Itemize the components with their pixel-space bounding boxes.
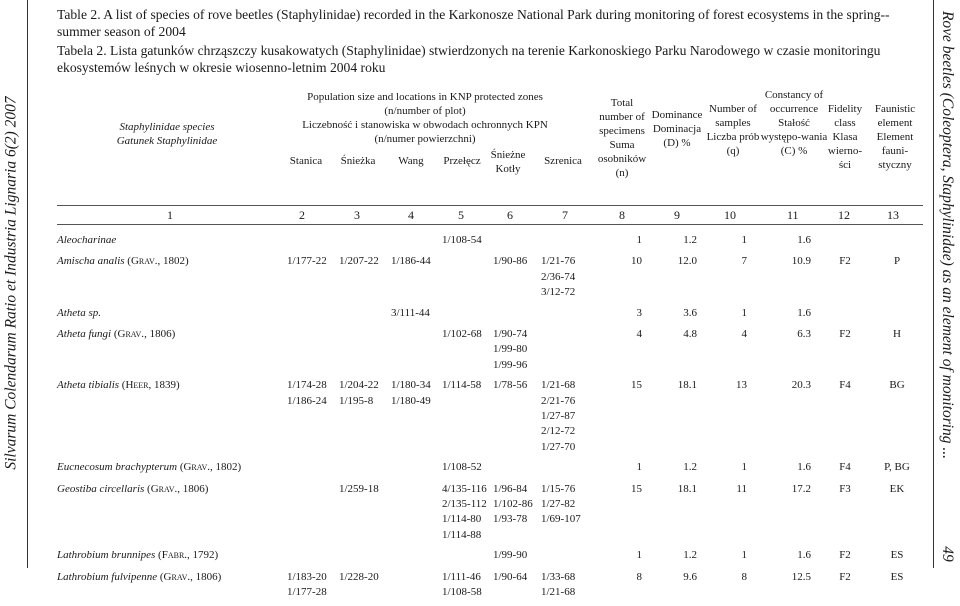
samples-value: 8: [741, 570, 747, 583]
table-row: [57, 327, 923, 378]
fidelity-value: F2: [839, 549, 851, 562]
location-value: 1/114-88: [442, 528, 482, 541]
constancy-value: 1.6: [797, 549, 811, 562]
location-value: 1/90-86: [493, 255, 528, 268]
species-name: Lathrobium brunnipes (Fabr., 1792): [57, 549, 219, 562]
colnum: 13: [887, 208, 899, 222]
location-value: 1/93-78: [493, 513, 528, 526]
location-value: 1/96-84: [493, 482, 528, 495]
zone-przelecz: Przełęcz: [443, 155, 481, 167]
table-row: [57, 254, 923, 305]
dominance-value: 1.2: [683, 234, 697, 246]
constancy-value: 12.5: [791, 570, 811, 583]
constancy-header: Constancy of occurrence Stałość występo-wania (C) %: [760, 89, 828, 157]
location-value: 1/195-8: [339, 394, 374, 407]
zone-szrenica: Szrenica: [544, 155, 582, 167]
location-value: 1/108-52: [442, 461, 482, 474]
colnum: 4: [408, 208, 414, 222]
location-value: 1/102-86: [493, 497, 533, 510]
population-header: Population size and locations in KNP protected zones (n/number of plot) Liczebność i stanowiska w obwodach ochronnych KPN (n/numer powierzchni): [302, 91, 548, 145]
location-value: 1/259-18: [339, 482, 379, 495]
colnum: 5: [458, 208, 464, 222]
total-value: 8: [636, 570, 642, 583]
location-value: 1/177-28: [287, 585, 327, 598]
total-value: 1: [636, 549, 642, 562]
page-number: 49: [939, 546, 956, 562]
total-header: Total number of specimens Suma osobników (n): [597, 97, 647, 179]
location-value: 1/21-68: [541, 379, 576, 392]
location-value: 1/90-64: [493, 570, 528, 583]
location-value: 1/33-68: [541, 570, 576, 583]
left-margin-rule: [27, 0, 28, 568]
location-value: 2/36-74: [541, 270, 576, 283]
colnum: 9: [674, 208, 680, 222]
samples-header: Number of samples Liczba prób (q): [706, 103, 760, 157]
table-body: [57, 233, 923, 606]
location-value: 1/21-76: [541, 255, 576, 268]
constancy-value: 20.3: [791, 379, 811, 392]
table-row: [57, 378, 923, 460]
location-value: 1/90-74: [493, 327, 528, 340]
location-value: 1/114-58: [442, 379, 482, 392]
caption-english: Table 2. A list of species of rove beetles (Staphylinidae) recorded in the Karkonosze National Park during monitoring of forest ecosystems in the spring--summer season of 2004: [57, 7, 890, 39]
fidelity-value: F4: [839, 461, 851, 474]
location-value: 1/108-58: [442, 585, 482, 598]
location-value: 1/99-96: [493, 358, 528, 371]
zone-sniezka: Śnieżka: [340, 155, 376, 167]
colnum: 11: [787, 208, 799, 222]
colnum: 1: [167, 208, 173, 222]
constancy-value: 10.9: [791, 255, 811, 268]
species-header: Staphylinidae species Gatunek Staphylinidae: [116, 121, 218, 147]
samples-value: 11: [736, 482, 747, 495]
table-row: [57, 233, 923, 254]
right-running-head: Rove beetles (Coleoptera, Staphylinidae) as an element of monitoring ...: [939, 10, 956, 460]
location-value: 1/99-80: [493, 343, 528, 356]
left-running-head: Silvarum Colendarum Ratio et Industria Lignaria 6(2) 2007: [3, 95, 21, 470]
location-value: 1/27-87: [541, 409, 576, 422]
location-value: 1/186-44: [391, 255, 431, 268]
location-value: 1/111-46: [442, 570, 481, 583]
samples-value: 1: [741, 306, 747, 319]
location-value: 1/27-70: [541, 440, 576, 453]
location-value: 1/114-80: [442, 513, 482, 526]
species-table: [57, 88, 923, 606]
samples-value: 13: [736, 379, 747, 392]
column-number-row: [57, 205, 923, 225]
samples-value: 4: [741, 327, 747, 340]
location-value: 1/174-28: [287, 379, 327, 392]
zone-sniezne-kotly: Śnieżne Kotły: [490, 149, 526, 175]
colnum: 6: [507, 208, 513, 222]
samples-value: 1: [741, 549, 747, 562]
location-value: 1/99-90: [493, 549, 528, 562]
dominance-value: 1.2: [683, 549, 697, 562]
location-value: 4/135-116: [442, 482, 487, 495]
total-value: 4: [636, 327, 642, 340]
faunistic-value: BG: [889, 379, 905, 392]
total-value: 3: [636, 306, 642, 319]
right-margin: [934, 0, 960, 570]
table-row: [57, 460, 923, 481]
dominance-value: 18.1: [677, 379, 697, 392]
colnum: 12: [838, 208, 850, 222]
total-value: 15: [631, 379, 642, 392]
samples-value: 1: [741, 461, 747, 474]
location-value: 1/102-68: [442, 327, 482, 340]
location-value: 2/21-76: [541, 394, 576, 407]
total-value: 15: [631, 482, 642, 495]
species-name: Lathrobium fulvipenne (Grav., 1806): [57, 570, 222, 583]
dominance-value: 3.6: [683, 306, 697, 319]
species-name: Amischa analis (Grav., 1802): [57, 255, 189, 268]
colnum: 8: [619, 208, 625, 222]
dominance-value: 1.2: [683, 461, 697, 474]
constancy-value: 1.6: [797, 306, 811, 319]
location-value: 1/228-20: [339, 570, 379, 583]
fidelity-value: F2: [839, 327, 851, 340]
constancy-value: 17.2: [791, 482, 811, 495]
constancy-value: 1.6: [797, 461, 811, 474]
location-value: 1/21-68: [541, 585, 576, 598]
species-name: Atheta fungi (Grav., 1806): [57, 327, 176, 340]
total-value: 1: [636, 461, 642, 474]
zone-stanica: Stanica: [289, 155, 323, 167]
samples-value: 7: [741, 255, 747, 268]
fidelity-value: F2: [839, 255, 851, 268]
faunistic-value: ES: [890, 549, 904, 562]
faunistic-value: P: [893, 255, 901, 268]
location-value: 1/78-56: [493, 379, 528, 392]
dominance-value: 12.0: [677, 255, 697, 268]
location-value: 3/12-72: [541, 286, 576, 299]
fidelity-value: F2: [839, 570, 851, 583]
colnum: 7: [562, 208, 568, 222]
samples-value: 1: [741, 234, 747, 246]
dominance-value: 9.6: [683, 570, 697, 583]
constancy-value: 1.6: [797, 234, 811, 246]
faunistic-value: P, BG: [884, 461, 910, 474]
zone-wang: Wang: [398, 155, 424, 167]
table-row: [57, 548, 923, 569]
species-name: Aleocharinae: [57, 234, 117, 246]
location-value: 3/111-44: [391, 306, 430, 319]
location-value: 1/177-22: [287, 255, 327, 268]
table-row: [57, 482, 923, 549]
faunistic-value: ES: [890, 570, 904, 583]
species-name: Atheta sp.: [57, 306, 101, 319]
colnum: 2: [299, 208, 305, 222]
table-row: [57, 306, 923, 327]
colnum: 10: [724, 208, 736, 222]
location-value: 1/180-34: [391, 379, 431, 392]
fidelity-header: Fidelity class Klasa wierno-ści: [827, 103, 863, 171]
colnum: 3: [354, 208, 360, 222]
species-name: Atheta tibialis (Heer, 1839): [57, 379, 180, 392]
total-value: 1: [636, 234, 642, 246]
table-captions: [57, 7, 923, 79]
faunistic-value: EK: [889, 482, 905, 495]
location-value: 1/204-22: [339, 379, 379, 392]
species-name: Geostiba circellaris (Grav., 1806): [57, 482, 209, 495]
total-value: 10: [631, 255, 642, 268]
dominance-value: 4.8: [683, 327, 697, 340]
location-value: 1/207-22: [339, 255, 379, 268]
fidelity-value: F4: [839, 379, 851, 392]
location-value: 1/15-76: [541, 482, 576, 495]
location-value: 1/27-82: [541, 497, 576, 510]
table-header: [57, 88, 923, 202]
constancy-value: 6.3: [797, 327, 811, 340]
location-value: 1/180-49: [391, 394, 431, 407]
location-value: 1/183-20: [287, 570, 327, 583]
location-value: 1/69-107: [541, 513, 581, 526]
faunistic-header: Faunistic element Element fauni-styczny: [874, 103, 916, 171]
location-value: 2/135-112: [442, 497, 487, 510]
fidelity-value: F3: [839, 482, 851, 495]
dominance-header: Dominance Dominacja (D) %: [651, 109, 703, 149]
location-value: 1/108-54: [442, 234, 482, 246]
table-row: [57, 570, 923, 606]
location-value: 2/12-72: [541, 425, 576, 438]
location-value: 1/186-24: [287, 394, 327, 407]
dominance-value: 18.1: [677, 482, 697, 495]
caption-polish: Tabela 2. Lista gatunków chrząszczy kusakowatych (Staphylinidae) stwierdzonych na terenie Karkonoskiego Parku Narodowego w czasie monitoringu ekosystemów leśnych w okresie wiosenno-letnim 2004 roku: [57, 43, 881, 75]
species-name: Eucnecosum brachypterum (Grav., 1802): [57, 461, 242, 474]
faunistic-value: H: [893, 327, 901, 340]
